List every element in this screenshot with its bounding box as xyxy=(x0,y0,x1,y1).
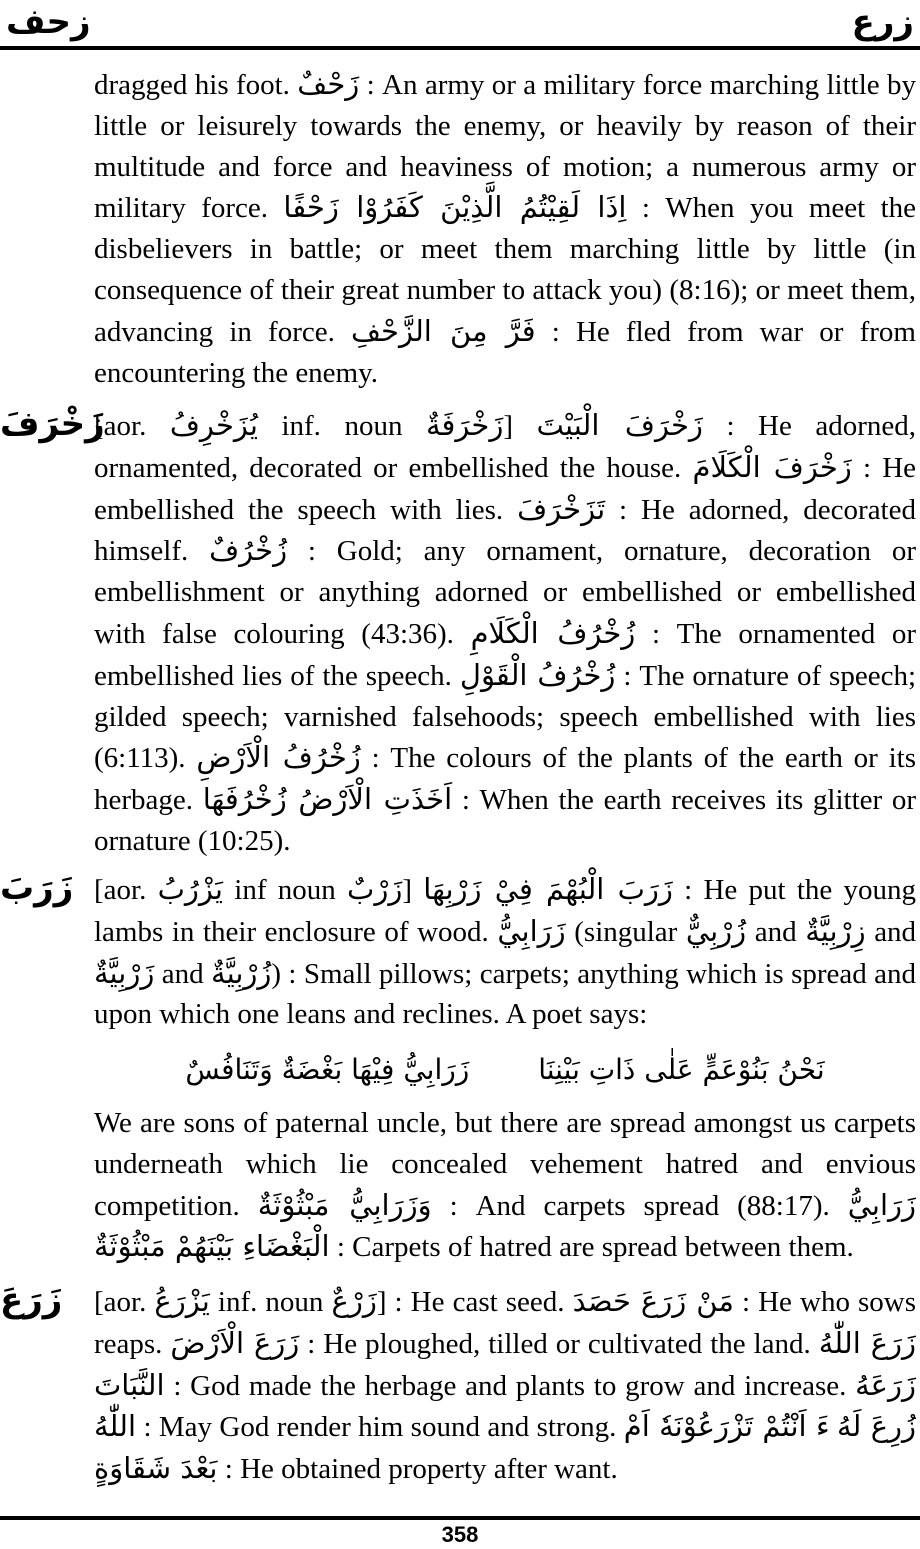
text: inf noun xyxy=(234,874,336,906)
arabic-term: زُرْبِيَّةٌ xyxy=(211,955,272,990)
text: : God made the herbage and plants to grow and increase. xyxy=(173,1369,847,1402)
entry-continuation-zahafa xyxy=(94,64,916,393)
text: We are sons of paternal uncle, but there are spread amongst us carpets underneath which lie concealed vehement hatred and envious competition. xyxy=(94,1107,916,1222)
text: : When the earth receives its glitter or ornature (10:25). xyxy=(94,784,916,857)
arabic-term: زِرْبِيَّةٌ xyxy=(805,913,866,948)
arabic-term: زَرَعَ الْاَرْضَ xyxy=(170,1325,300,1360)
text: : The ornature of speech; gilded speech; varnished falsehoods; speech embellished with lies (6:113). xyxy=(94,659,917,775)
text: and xyxy=(874,915,917,948)
text: inf. noun xyxy=(217,1286,324,1318)
arabic-term: زَرَعَهُ اللّٰهُ xyxy=(94,1367,916,1444)
arabic-term: اَخَذَتِ الْاَرْضُ زُخْرُفَهَا xyxy=(202,782,453,817)
verse-hemistich-right: نَحْنُ بَنُوْعَمٍّ عَلٰى ذَاتِ بَيْنِنَا xyxy=(538,1053,825,1086)
headword-zakhrafa: زَخْرَفَ xyxy=(0,404,105,444)
text: : He adorned, ornamented, decorated or embellished the house. xyxy=(94,410,917,484)
text: : The colours of the plants of the earth or its herbage. xyxy=(94,742,916,817)
verse-hemistich-left: زَرَابِيُّ فِيْهَا بَغْضَةٌ وَتَنَافُسٌ xyxy=(185,1053,470,1086)
arabic-term: زَرَبَ الْبُهْمَ فِيْ زَرْبِهَا xyxy=(423,872,673,906)
poetry-verse xyxy=(94,1050,916,1090)
arabic-term: زَخْرَفَ الْبَيْتَ xyxy=(536,408,703,442)
headword-zaraa: زَرَعَ xyxy=(0,1280,63,1320)
arabic-term: يَزْرُبُ xyxy=(157,872,223,906)
text: (singular xyxy=(574,915,678,948)
arabic-quote: وَزَرَابِيُّ مَبْثُوْثَةٌ xyxy=(257,1187,432,1222)
arabic-term: زَخْرَفَ الْكَلَامَ xyxy=(692,449,852,484)
entry-zaraa xyxy=(94,1281,916,1490)
text: : He ploughed, tilled or cultivated the land. xyxy=(307,1327,811,1360)
text: : He embellished the speech with lies. xyxy=(94,451,917,526)
text: [aor. xyxy=(94,1286,147,1318)
header-left-word: زحف xyxy=(6,2,91,42)
text: inf. noun xyxy=(281,410,403,442)
text: : An army or a military force marching little by little or leisurely towards the enemy, or heavily by reason of their multitude and force and heaviness of motion; a numerous army or military force. xyxy=(94,69,916,225)
arabic-term: زُخْرُفُ الْقَوْلِ xyxy=(459,657,616,692)
text: : He fled from war or from encountering the enemy. xyxy=(94,315,916,389)
text: [aor. xyxy=(94,410,147,442)
footer-rule xyxy=(0,1516,920,1520)
arabic-term: مَنْ زَرَعَ حَصَدَ xyxy=(572,1284,734,1318)
arabic-term: زَرَابِيُّ xyxy=(497,913,566,948)
arabic-quote: زَرَابِيُّ الْبَغْضَاءِ بَيْنَهُمْ مَبْثُوْثَةٌ xyxy=(94,1187,917,1264)
header-rule xyxy=(0,46,920,50)
arabic-term: زُرِعَ لَهُ بَعْدَ شَقَاوَةٍ xyxy=(94,1409,917,1486)
entry-zaraba xyxy=(94,869,916,1035)
text: : Gold; any ornament, ornature, decoration or embellishment or anything adorned or embellished or embellished with false colouring (43:36). xyxy=(94,535,916,650)
header-right-word: زرع xyxy=(851,2,914,42)
text: and xyxy=(161,957,204,990)
arabic-term: زُخْرُفٌ xyxy=(209,533,288,568)
arabic-term: زُخْرُفُ الْاَرْضِ xyxy=(196,740,361,775)
text: ) : Small pillows; carpets; anything which is spread and upon which one leans and reclines. A poet says: xyxy=(94,957,917,1031)
arabic-term: زَرْبِيَّةٌ xyxy=(94,955,155,990)
text: ] xyxy=(402,874,412,906)
entry-zakhrafa xyxy=(94,405,916,862)
arabic-quote: ءَ اَنْتُمْ تَزْرَعُوْنَهٗ اَمْ xyxy=(623,1409,830,1444)
text: ] xyxy=(503,410,514,442)
text: : And carpets spread (88:17). xyxy=(449,1189,830,1222)
arabic-term: زَرْبٌ xyxy=(347,872,403,906)
page-number: 358 xyxy=(441,1522,479,1547)
arabic-term: زَحْفٌ xyxy=(297,67,360,101)
arabic-term: تَزَخْرَفَ xyxy=(517,491,606,526)
arabic-term: زَخْرَفَةٌ xyxy=(426,408,504,442)
headword-zaraba: زَرَبَ xyxy=(0,868,74,908)
text: ] : He cast seed. xyxy=(376,1286,565,1318)
text: [aor. xyxy=(94,874,147,906)
text: : He who sows reaps. xyxy=(94,1286,917,1360)
arabic-term: يَزْرَعُ xyxy=(154,1284,210,1318)
arabic-quote: اِذَا لَقِيْتُمُ الَّذِيْنَ كَفَرُوْا زَحْفًا xyxy=(283,190,627,225)
text: : When you meet the disbelievers in battle; or meet them marching little by little (in consequence of their great number to attack you) (8:16); or meet them, advancing in force. xyxy=(94,192,917,348)
arabic-term: زَرْعٌ xyxy=(331,1284,377,1318)
text: : He adorned, decorated himself. xyxy=(94,493,916,568)
arabic-term: زَرَعَ اللّٰهُ النَّبَاتَ xyxy=(94,1325,917,1402)
text: : Carpets of hatred are spread between them. xyxy=(336,1231,854,1264)
arabic-term: زُرْبِيٌّ xyxy=(685,913,747,948)
text: dragged his foot. xyxy=(94,69,290,101)
verse-translation xyxy=(94,1103,916,1268)
text: : He obtained property after want. xyxy=(224,1453,618,1486)
text: : May God render him sound and strong. xyxy=(143,1411,617,1444)
text: : He put the young lambs in their enclosure of wood. xyxy=(94,874,917,948)
arabic-term: فَرَّ مِنَ الزَّحْفِ xyxy=(351,313,536,348)
text: : The ornamented or embellished lies of the speech. xyxy=(94,617,917,692)
arabic-term: يُزَخْرِفُ xyxy=(169,408,258,442)
text: and xyxy=(754,915,797,948)
arabic-term: زُخْرُفُ الْكَلَامِ xyxy=(470,615,636,650)
